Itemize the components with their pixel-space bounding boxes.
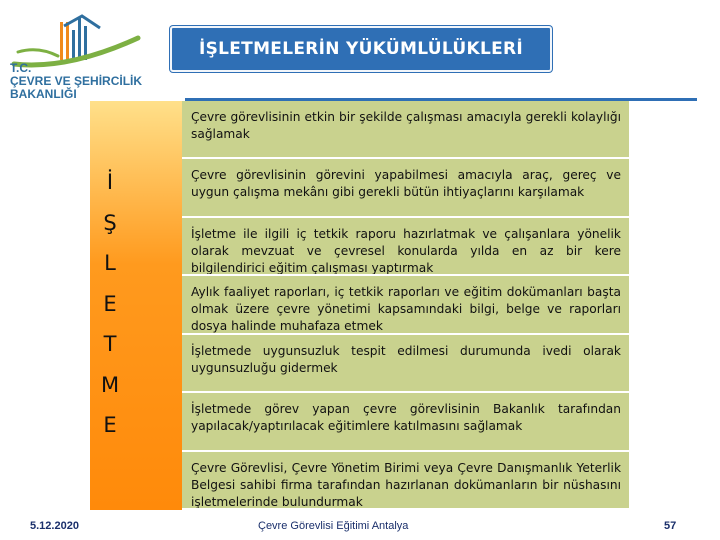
obligations-list (182, 101, 629, 510)
obligation-item: İşletme ile ilgili iç tetkik raporu hazırlatmak ve çalışanlara yönelik olarak mevzuat ve çevresel konularda yılda en az bir kere bilgilendirici eğitim çalışması yaptırmak (182, 218, 629, 276)
side-letter: T (103, 332, 117, 356)
obligation-item: Çevre Görevlisi, Çevre Yönetim Birimi veya Çevre Danışmanlık Yeterlik Belgesi sahibi firma tarafından hazırlanan dokümanların bir nüshasını işletmelerinde bulundurmak (182, 452, 629, 510)
title-banner (170, 26, 552, 72)
obligation-item: Çevre görevlisinin görevini yapabilmesi amacıyla araç, gereç ve uygun çalışma mekânı gibi gerekli bütün ihtiyaçlarını karşılamak (182, 159, 629, 218)
obligation-item: Aylık faaliyet raporları, iç tetkik raporları ve eğitim dokümanları başta olmak üzere çevre yönetimi kapsamındaki bilgi, belge ve raporları dosya halinde muhafaza etmek (182, 276, 629, 335)
obligation-item: İşletmede uygunsuzluk tespit edilmesi durumunda ivedi olarak uygunsuzluğu gidermek (182, 335, 629, 393)
obligation-item: İşletmede görev yapan çevre görevlisinin Bakanlık tarafından yapılacak/yaptırılacak eğitimlere katılmasını sağlamak (182, 393, 629, 452)
ministry-line-1: T.C. (10, 61, 32, 75)
side-letter: E (103, 291, 117, 316)
side-letter: İ (106, 170, 114, 194)
ministry-line-2: ÇEVRE VE ŞEHİRCİLİK (10, 74, 143, 88)
ministry-name (10, 62, 142, 101)
ministry-line-3: BAKANLIĞI (10, 87, 77, 101)
side-vertical-word (90, 162, 130, 446)
side-letter: L (104, 251, 116, 275)
side-letter: E (103, 413, 117, 437)
obligation-item: Çevre görevlisinin etkin bir şekilde çalışması amacıyla gerekli kolaylığı sağlamak (182, 101, 629, 159)
side-letter: M (100, 372, 120, 397)
side-letter: Ş (103, 210, 117, 235)
page-number: 57 (664, 520, 677, 532)
footer-title: Çevre Görevlisi Eğitimi Antalya (258, 520, 409, 532)
footer-date: 5.12.2020 (30, 520, 79, 532)
page-title: İŞLETMELERİN YÜKÜMLÜLÜKLERİ (198, 39, 524, 59)
